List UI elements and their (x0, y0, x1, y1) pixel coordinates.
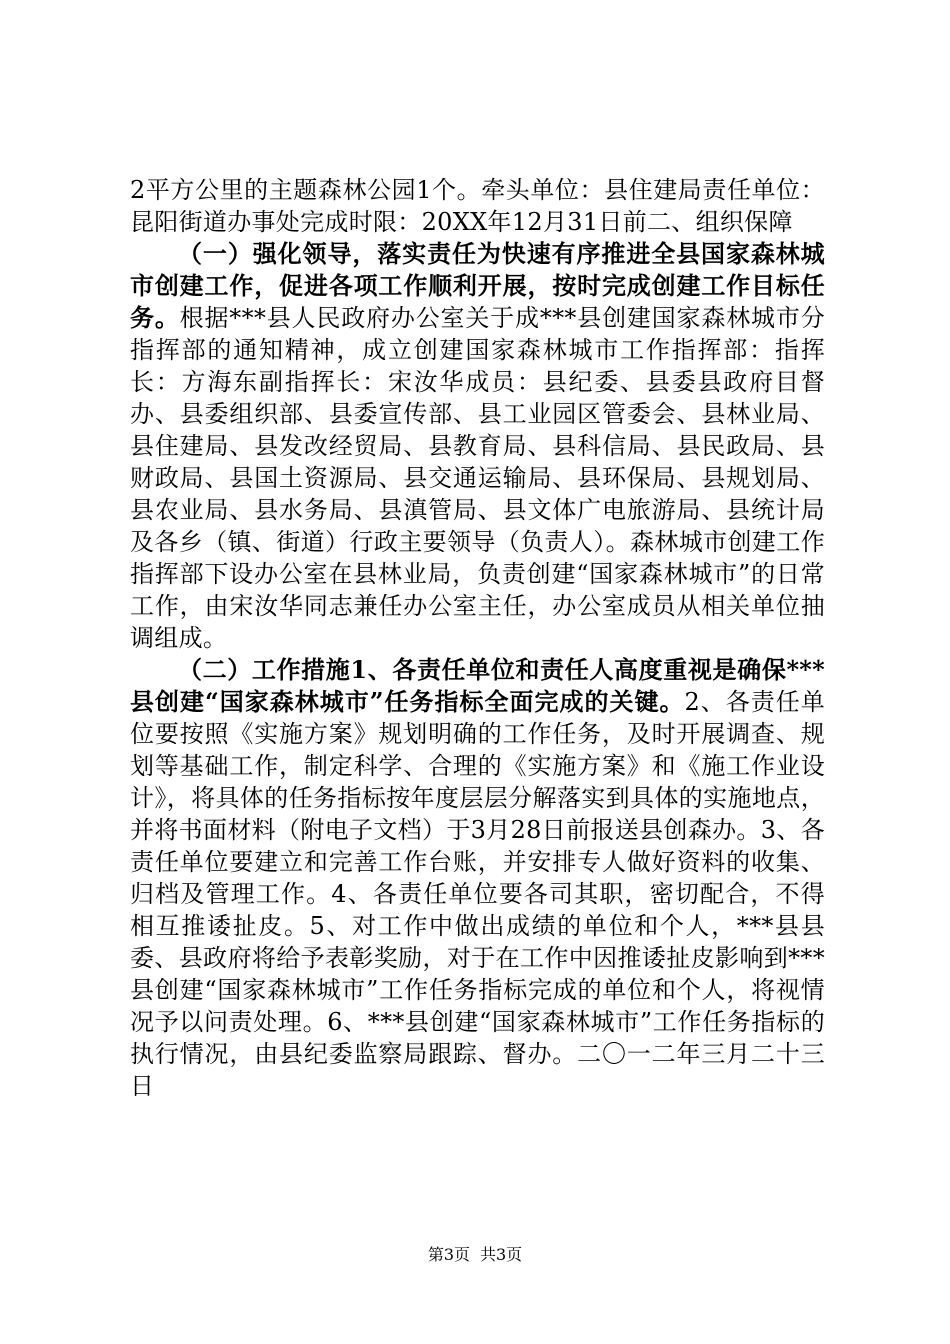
page-total: 共3页 (480, 1245, 523, 1264)
page-number: 第3页 (427, 1245, 470, 1264)
document-body (130, 174, 825, 1102)
section-heading-leadership: （一）强化领导，落实责任为快速有序推进全县国家森林城市创建工作，促进各项工作顺利开展，按时完成创建工作目标任务。 (130, 239, 825, 332)
paragraph-leadership-body: 根据***县人民政府办公室关于成***县创建国家森林城市分指挥部的通知精神，成立创建国家森林城市工作指挥部：指挥长：方海东副指挥长：宋汝华成员：县纪委、县委县政府目督办、县委组织部、县委宣传部、县工业园区管委会、县林业局、县住建局、县发改经贸局、县教育局、县科信局、县民政局、县财政局、县国土资源局、县交通运输局、县环保局、县规划局、县农业局、县水务局、县滇管局、县文体广电旅游局、县统计局及各乡（镇、街道）行政主要领导（负责人）。森林城市创建工作指挥部下设办公室在县林业局，负责创建“国家森林城市”的日常工作，由宋汝华同志兼任办公室主任，办公室成员从相关单位抽调组成。 (130, 304, 825, 652)
page-footer (0, 1245, 950, 1265)
paragraph-measures (130, 654, 825, 1102)
section-heading-measures: （二）工作措施1、各责任单位和责任人高度重视是确保***县创建“国家森林城市”任务指标全面完成的关键。 (130, 655, 825, 716)
paragraph-measures-body: 2、各责任单位要按照《实施方案》规划明确的工作任务，及时开展调查、规划等基础工作，制定科学、合理的《实施方案》和《施工作业设计》，将具体的任务指标按年度层层分解落实到具体的实施地点，并将书面材料（附电子文档）于3月28日前报送县创森办。3、各责任单位要建立和完善工作台账，并安排专人做好资料的收集、归档及管理工作。4、各责任单位要各司其职，密切配合，不得相互推诿扯皮。5、对工作中做出成绩的单位和个人，***县县委、县政府将给予表彰奖励，对于在工作中因推诿扯皮影响到***县创建“国家森林城市”工作任务指标完成的单位和个人，将视情况予以问责处理。6、***县创建“国家森林城市”工作任务指标的执行情况，由县纪委监察局跟踪、督办。二〇一二年三月二十三日 (130, 688, 825, 1100)
paragraph-project-responsibility: 2平方公里的主题森林公园1个。牵头单位：县住建局责任单位：昆阳街道办事处完成时限：20XX年12月31日前二、组织保障 (130, 176, 825, 236)
paragraph-leadership (130, 238, 825, 654)
